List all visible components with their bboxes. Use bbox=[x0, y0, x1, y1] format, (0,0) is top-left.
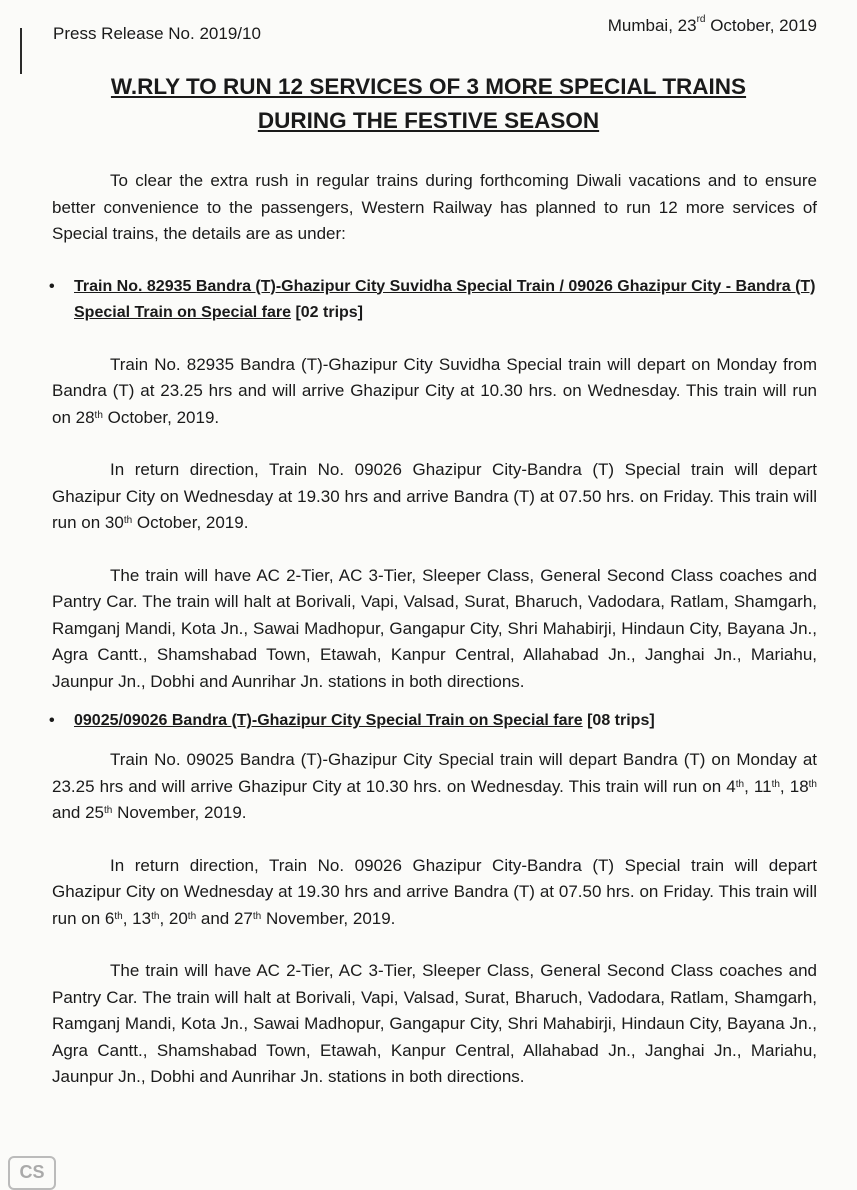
section-heading: • 09025/09026 Bandra (T)-Ghazipur City Special Train on Special fare [08 trips] bbox=[52, 708, 817, 734]
bullet-icon: • bbox=[49, 277, 55, 295]
press-release-body bbox=[49, 168, 817, 1091]
intro-paragraph: To clear the extra rush in regular trains during forthcoming Diwali vacations and to ensure better convenience to the passengers, Western Railway has planned to run 12 more services of Special trains, the details are as under: bbox=[52, 171, 817, 243]
departure-paragraph: Train No. 09025 Bandra (T)-Ghazipur City Special train will depart Bandra (T) on Monday at 23.25 hrs and will arrive Ghazipur City at 10.30 hrs. on Wednesday. This train will run on 4th, 11th, 18th and 25th November, 2019. bbox=[52, 750, 817, 822]
page-title bbox=[0, 70, 857, 138]
halts-paragraph: The train will have AC 2-Tier, AC 3-Tier, Sleeper Class, General Second Class coaches and Pantry Car. The train will halt at Borivali, Vapi, Valsad, Surat, Bharuch, Vadodara, Ratlam, Shamgarh, Ramganj Mandi, Kota Jn., Sawai Madhopur, Gangapur City, Shri Mahabirji, Hindaun City, Bayana Jn., Agra Cantt., Shamshabad Town, Etawah, Kanpur Central, Allahabad Jn., Janghai Jn., Mariahu, Jaunpur Jn., Dobhi and Aunrihar Jn. stations in both directions. bbox=[52, 961, 817, 1086]
press-release-number: Press Release No. 2019/10 bbox=[53, 24, 261, 43]
margin-pen-mark bbox=[20, 28, 22, 74]
return-paragraph: In return direction, Train No. 09026 Ghazipur City-Bandra (T) Special train will depart Ghazipur City on Wednesday at 19.30 hrs and arrive Bandra (T) at 07.50 hrs. on Friday. This train will run on 30th October, 2019. bbox=[52, 460, 817, 532]
bullet-icon: • bbox=[49, 712, 55, 729]
camscanner-logo: CS bbox=[8, 1156, 56, 1190]
section-heading: • Train No. 82935 Bandra (T)-Ghazipur City Suvidha Special Train / 09026 Ghazipur City - Bandra (T) Special Train on Special fare [02 trips] bbox=[52, 274, 817, 326]
title-line-2: DURING THE FESTIVE SEASON bbox=[257, 108, 600, 133]
return-paragraph: In return direction, Train No. 09026 Ghazipur City-Bandra (T) Special train will depart Ghazipur City on Wednesday at 19.30 hrs and arrive Bandra (T) at 07.50 hrs. on Friday. This train will run on 6th, 13th, 20th and 27th November, 2019. bbox=[52, 855, 817, 928]
departure-paragraph: Train No. 82935 Bandra (T)-Ghazipur City Suvidha Special train will depart on Monday from Bandra (T) at 23.25 hrs and will arrive Ghazipur City at 10.30 hrs. on Wednesday. This train will run on 28th October, 2019. bbox=[52, 354, 817, 427]
halts-paragraph: The train will have AC 2-Tier, AC 3-Tier, Sleeper Class, General Second Class coaches and Pantry Car. The train will halt at Borivali, Vapi, Valsad, Surat, Bharuch, Vadodara, Ratlam, Shamgarh, Ramganj Mandi, Kota Jn., Sawai Madhopur, Gangapur City, Shri Mahabirji, Hindaun City, Bayana Jn., Agra Cantt., Shamshabad Town, Etawah, Kanpur Central, Allahabad Jn., Janghai Jn., Mariahu, Jaunpur Jn., Dobhi and Aunrihar Jn. stations in both directions. bbox=[52, 565, 817, 691]
title-line-1: W.RLY TO RUN 12 SERVICES OF 3 MORE SPECIAL TRAINS bbox=[110, 74, 747, 99]
release-date: Mumbai, 23rd October, 2019 bbox=[607, 14, 817, 35]
